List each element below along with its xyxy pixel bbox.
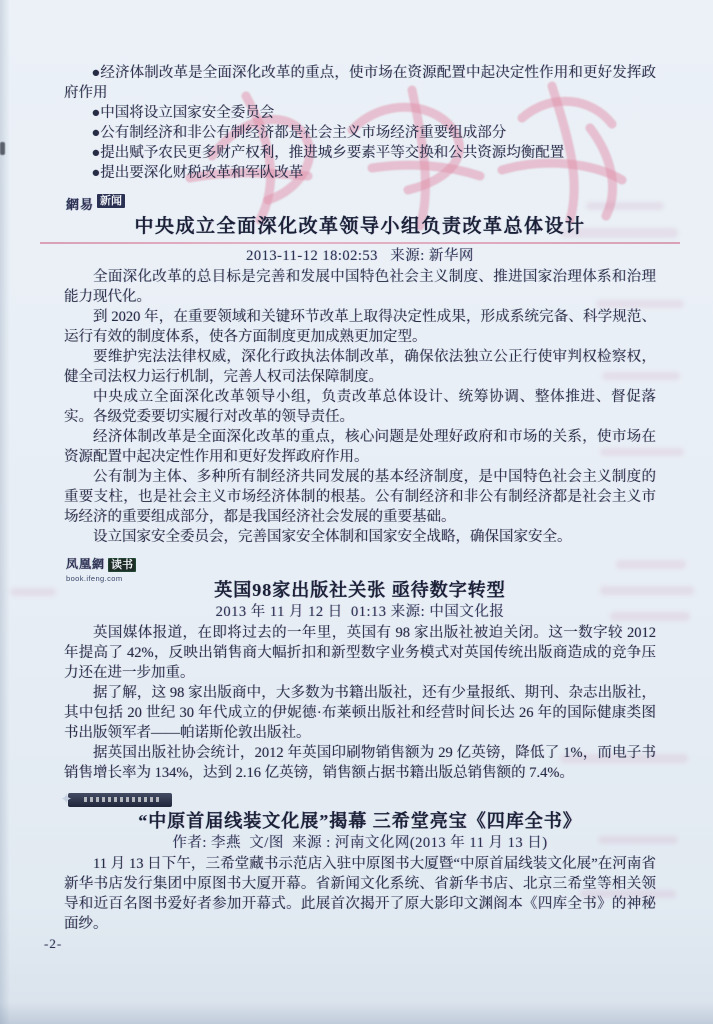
summary-bullet: ●公有制经济和非公有制经济都是社会主义市场经济重要组成部分 — [91, 125, 507, 141]
article-paragraph: 要维护宪法法律权威，深化行政执法体制改革，确保依法独立公正行使审判权检察权，健全司法权力运行机制，完善人权司法保障制度。 — [64, 349, 656, 385]
article-paragraph: 公有制为主体、多种所有制经济共同发展的基本经济制度，是中国特色社会主义制度的重要支柱，也是社会主义市场经济体制的根基。公有制经济和非公有制经济都是社会主义市场经济的重要组成部分，都是我国经济社会发展的重要基础。 — [64, 469, 656, 525]
page-number: -2- — [44, 936, 63, 951]
summary-bullet: ●经济体制改革是全面深化改革的重点，使市场在资源配置中起决定性作用和更好发挥政府作用 — [64, 65, 656, 101]
summary-bullet: ●中国将设立国家安全委员会 — [91, 105, 275, 121]
article-paragraph: 据英国出版社协会统计，2012 年英国印刷物销售额为 29 亿英镑，降低了 1%，而电子书销售增长率为 134%，达到 2.16 亿英镑，销售额占据书籍出版总销售额的 7.4%。 — [64, 745, 656, 781]
article-paragraph: 英国媒体报道，在即将过去的一年里，英国有 98 家出版社被迫关闭。这一数字较 2012 年提高了 42%，反映出销售商大幅折扣和新型数字业务模式对英国传统出版商造成的竞争压力还在进一步加重。 — [64, 625, 656, 681]
netease-news-logo — [66, 194, 656, 212]
article-paragraph: 设立国家安全委员会，完善国家安全体制和国家安全战略，确保国家安全。 — [93, 529, 572, 545]
banner-star-icon: ✦ — [60, 792, 73, 808]
article-paragraph: 经济体制改革是全面深化改革的重点，核心问题是处理好政府和市场的关系，使市场在资源配置中起决定性作用和更好发挥政府作用。 — [64, 429, 656, 465]
summary-bullet-list — [64, 63, 656, 183]
netease-brand-text: 網易 — [66, 197, 95, 212]
bleed-through-mark — [10, 588, 56, 596]
article-ifeng — [64, 558, 656, 783]
ifeng-channel-tag: 读书 — [108, 558, 136, 572]
summary-bullet: ●提出赋予农民更多财产权利，推进城乡要素平等交换和公共资源均衡配置 — [91, 145, 565, 161]
headline-divider-rule — [40, 242, 680, 244]
article-dateline: 2013-11-12 18:02:53 来源: 新华网 — [246, 248, 474, 264]
article-paragraph: 全面深化改革的总目标是完善和发展中国特色社会主义制度、推进国家治理体系和治理能力现代化。 — [64, 269, 656, 305]
article-dateline: 2013 年 11 月 12 日 01:13 来源: 中国文化报 — [215, 604, 505, 620]
ifeng-brand-text: 凤凰網 — [66, 557, 106, 571]
ifeng-url-text: book.ifeng.com — [66, 574, 123, 583]
banner-illegible-text — [84, 797, 162, 802]
summary-bullet: ●提出要深化财税改革和军队改革 — [91, 165, 304, 181]
article-netease — [64, 194, 656, 547]
article-paragraph: 中央成立全面深化改革领导小组，负责改革总体设计、统筹协调、整体推进、督促落实。各级党委要切实履行对改革的领导责任。 — [64, 389, 656, 425]
article-byline: 作者: 李燕 文/图 来源 : 河南文化网(2013 年 11 月 13 日) — [172, 835, 548, 851]
article-paragraph: 11 月 13 日下午，三希堂藏书示范店入驻中原图书大厦暨“中原首届线装文化展”在河南省新华书店发行集团中原图书大厦开幕。省新闻文化系统、省新华书店、北京三希堂等相关领导和近百名图书爱好者参加开幕式。此展首次揭开了原大影印文渊阁本《四库全书》的神秘面纱。 — [64, 856, 656, 932]
article-henan-culture — [60, 792, 656, 934]
henan-culture-banner-logo — [60, 792, 172, 808]
article-headline: 中央成立全面深化改革领导小组负责改革总体设计 — [134, 216, 586, 237]
article-headline: “中原首届线装文化展”揭幕 三希堂亮宝《四库全书》 — [138, 811, 582, 831]
scan-edge-artifact — [0, 142, 5, 155]
ifeng-book-logo — [66, 557, 656, 583]
article-paragraph: 到 2020 年，在重要领域和关键环节改革上取得决定性成果，形成系统完备、科学规范、运行有效的制度体系，使各方面制度更加成熟更加定型。 — [64, 309, 656, 345]
scan-bottom-shadow — [0, 1002, 713, 1024]
article-paragraph: 据了解，这 98 家出版商中，大多数为书籍出版社，还有少量报纸、期刊、杂志出版社，其中包括 20 世纪 30 年代成立的伊妮德·布莱顿出版社和经营时间长达 26 年的国际健康类图书出版领军者——帕诺斯伦敦出版社。 — [64, 685, 656, 741]
netease-news-tag: 新闻 — [97, 194, 125, 208]
article-headline: 英国98家出版社关张 亟待数字转型 — [214, 580, 506, 600]
